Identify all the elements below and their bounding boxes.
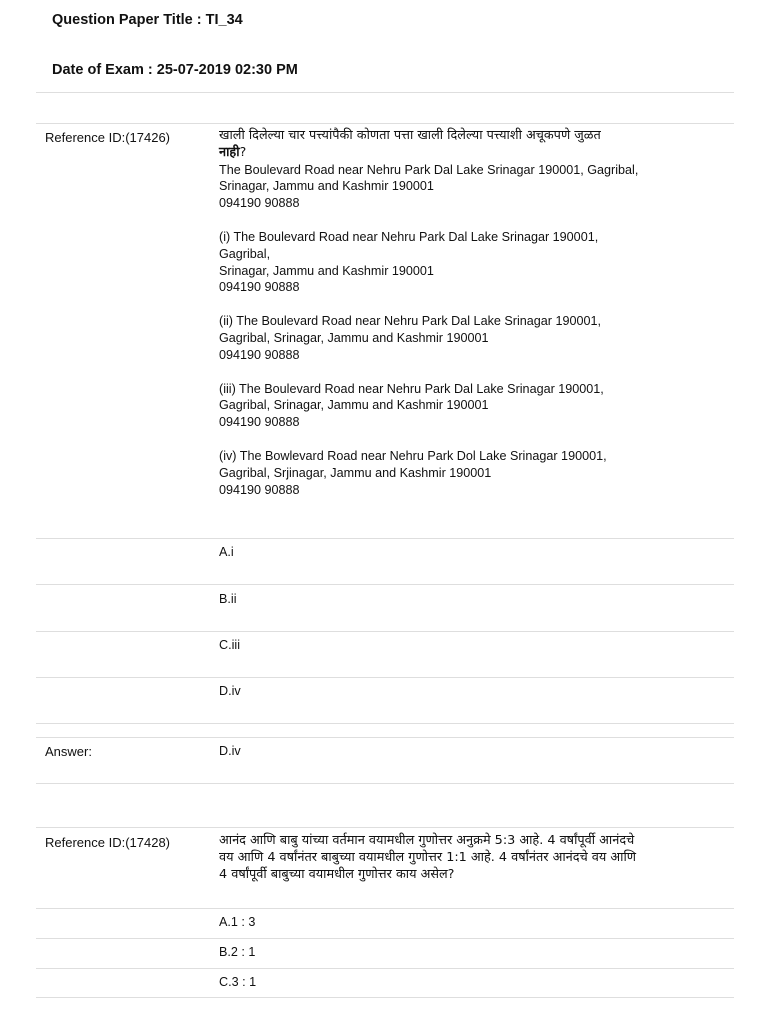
choice-line: 094190 90888: [219, 415, 300, 430]
choice-line: Srinagar, Jammu and Kashmir 190001: [219, 263, 434, 278]
divider: [36, 584, 734, 585]
question-text: खाली दिलेल्या चार पत्त्यांपैकी कोणता पत्ता खाली दिलेल्या पत्त्याशी अचूकपणे जुळत: [219, 128, 601, 143]
choice-line: (ii) The Boulevard Road near Nehru Park Dal Lake Srinagar 190001,: [219, 314, 601, 329]
reference-id: Reference ID:(17426): [45, 130, 171, 145]
question-mark: ?: [239, 144, 247, 160]
divider: [36, 938, 734, 939]
divider: [36, 677, 734, 678]
question-paper-title: Question Paper Title : TI_34: [52, 12, 243, 28]
divider: [36, 827, 734, 828]
address-line: 094190 90888: [219, 196, 300, 211]
divider: [36, 92, 734, 93]
divider: [36, 538, 734, 539]
question-block: [219, 833, 734, 883]
divider: [36, 123, 734, 124]
question-text: आनंद आणि बाबु यांच्या वर्तमान वयामधील गुणोत्तर अनुक्रमे 5:3 आहे. 4 वर्षांपूर्वी आनंदचे: [219, 833, 635, 848]
option-a[interactable]: A.1 : 3: [219, 915, 256, 929]
option-c[interactable]: C.3 : 1: [219, 975, 257, 989]
question-text: वय आणि 4 वर्षांनंतर बाबुच्या वयामधील गुणोत्तर 1:1 आहे. 4 वर्षांनंतर आनंदचे वय आणि: [219, 849, 637, 865]
divider: [36, 997, 734, 998]
choice-line: Gagribal, Srjinagar, Jammu and Kashmir 190001: [219, 465, 492, 480]
option-b[interactable]: B.2 : 1: [219, 945, 256, 959]
choice-line: (iv) The Bowlevard Road near Nehru Park Dol Lake Srinagar 190001,: [219, 448, 607, 463]
option-b[interactable]: B.ii: [219, 592, 237, 606]
divider: [36, 631, 734, 632]
choice-line: Gagribal, Srinagar, Jammu and Kashmir 190001: [219, 398, 489, 413]
choice-line: Gagribal, Srinagar, Jammu and Kashmir 190001: [219, 330, 489, 345]
answer-label: Answer:: [45, 744, 92, 759]
question-text-end: [219, 145, 734, 162]
divider: [36, 968, 734, 969]
question-block: [219, 128, 734, 498]
answer-value: D.iv: [219, 744, 241, 758]
choice-line: Gagribal,: [219, 246, 271, 261]
reference-id: Reference ID:(17428): [45, 835, 171, 850]
address-line: Srinagar, Jammu and Kashmir 190001: [219, 179, 434, 194]
choice-line: 094190 90888: [219, 347, 300, 362]
divider: [36, 737, 734, 738]
option-a[interactable]: A.i: [219, 545, 234, 559]
exam-date: Date of Exam : 25-07-2019 02:30 PM: [52, 62, 298, 78]
choice-line: 094190 90888: [219, 482, 300, 497]
question-text: 4 वर्षांपूर्वी बाबुच्या वयामधील गुणोत्तर काय असेल?: [219, 866, 455, 882]
option-c[interactable]: C.iii: [219, 638, 240, 652]
divider: [36, 908, 734, 909]
divider: [36, 723, 734, 724]
choice-line: (i) The Boulevard Road near Nehru Park Dal Lake Srinagar 190001,: [219, 229, 599, 244]
choice-line: 094190 90888: [219, 280, 300, 295]
address-line: The Boulevard Road near Nehru Park Dal Lake Srinagar 190001, Gagribal,: [219, 162, 639, 177]
emphasis-not: नाही: [219, 144, 240, 160]
option-d[interactable]: D.iv: [219, 684, 241, 698]
choice-line: (iii) The Boulevard Road near Nehru Park Dal Lake Srinagar 190001,: [219, 381, 604, 396]
divider: [36, 783, 734, 784]
